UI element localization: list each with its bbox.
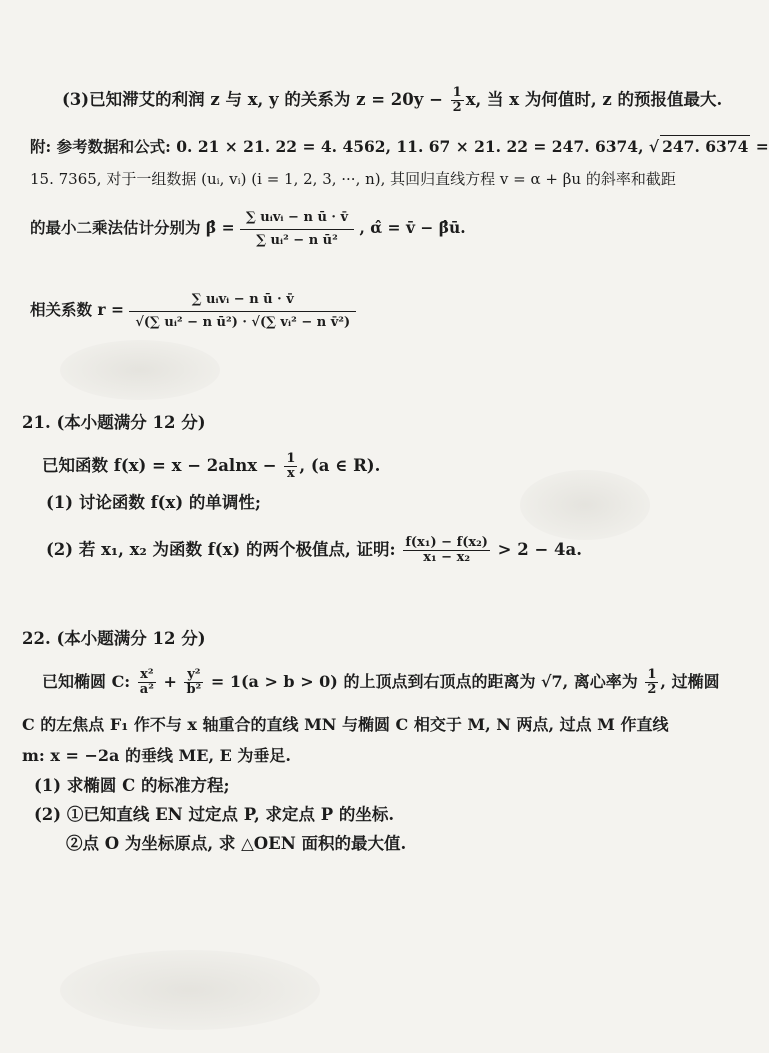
q22-part2b: ②点 O 为坐标原点, 求 △OEN 面积的最大值.	[66, 834, 407, 853]
q22-stem-2: C 的左焦点 F₁ 作不与 x 轴重合的直线 MN 与椭圆 C 相交于 M, N 两点, 过点 M 作直线	[22, 715, 669, 734]
q22-part1: (1) 求椭圆 C 的标准方程;	[34, 776, 230, 795]
q22-stem-3: m: x = −2a 的垂线 ME, E 为垂足.	[22, 746, 291, 765]
q21-part2: (2) 若 x₁, x₂ 为函数 f(x) 的两个极值点, 证明: $\frac{\text{f(x₁) − f(x₂)}}{\text{x₁ − x₂}}$ > 2 − 4a.	[46, 535, 582, 565]
scan-smudge	[60, 950, 320, 1030]
fraction: $\frac{1}{x}$	[286, 451, 296, 481]
correlation-formula: 相关系数 r = $\frac{\text{∑ uᵢvᵢ − n ū · v̄}}{\text{√(∑ uᵢ² − n ū²) · √(∑ vᵢ² − n v̄²)}}$	[30, 284, 356, 336]
fraction: $\frac{1}{2}$	[452, 85, 462, 115]
q22-stem-1: 已知椭圆 C: $\frac{\text{x²}}{\text{a²}}$ + $\frac{\text{y²}}{\text{b²}}$ = 1(a > b > 0) 的上顶点到右顶点的距离为 √7, 离心率为 $\frac{1}{2}$ , 过椭圆	[42, 667, 720, 697]
r-formula: $\frac{\text{∑ uᵢvᵢ − n ū · v̄}}{\text{√(∑ uᵢ² − n ū²) · √(∑ vᵢ² − n v̄²)}}$	[129, 291, 356, 332]
q22-header: 22. (本小题满分 12 分)	[22, 629, 206, 648]
q21-part1: (1) 讨论函数 f(x) 的单调性;	[46, 493, 261, 512]
q21-header: 21. (本小题满分 12 分)	[22, 413, 206, 432]
q21-stem: 已知函数 f(x) = x − 2alnx − $\frac{1}{x}$ , (a ∈ R).	[42, 451, 381, 481]
fraction: $\frac{\text{y²}}{\text{b²}}$	[186, 667, 202, 697]
scan-smudge	[60, 340, 220, 400]
beta-formula: $\frac{\text{∑ uᵢvᵢ − n ū · v̄}}{\text{∑ uᵢ² − n ū²}}$	[240, 209, 354, 250]
reference-line-3: 的最小二乘法估计分别为 β̂ = $\frac{\text{∑ uᵢvᵢ − n ū · v̄}}{\text{∑ uᵢ² − n ū²}}$ , α̂ = v̄ − β̂ū.	[30, 209, 466, 248]
fraction: $\frac{\text{x²}}{\text{a²}}$	[139, 667, 154, 697]
q20-part3: (3)已知滞艾的利润 z 与 x, y 的关系为 z = 20y − $\frac{1}{2}$ x, 当 x 为何值时, z 的预报值最大.	[62, 85, 723, 115]
reference-line-2: 15. 7365, 对于一组数据 (uᵢ, vᵢ) (i = 1, 2, 3, ···, n), 其回归直线方程 v = α + βu 的斜率和截距	[30, 170, 676, 188]
q22-part2: (2) ①已知直线 EN 过定点 P, 求定点 P 的坐标.	[34, 805, 395, 824]
fraction: $\frac{\text{f(x₁) − f(x₂)}}{\text{x₁ − x₂}}$	[405, 535, 488, 565]
fraction: $\frac{1}{2}$	[647, 667, 657, 697]
scan-smudge	[520, 470, 650, 540]
reference-line-1: 附: 参考数据和公式: 0. 21 × 21. 22 = 4. 4562, 11. 67 × 21. 22 = 247. 6374, √ 247. 6374 =	[30, 137, 769, 156]
